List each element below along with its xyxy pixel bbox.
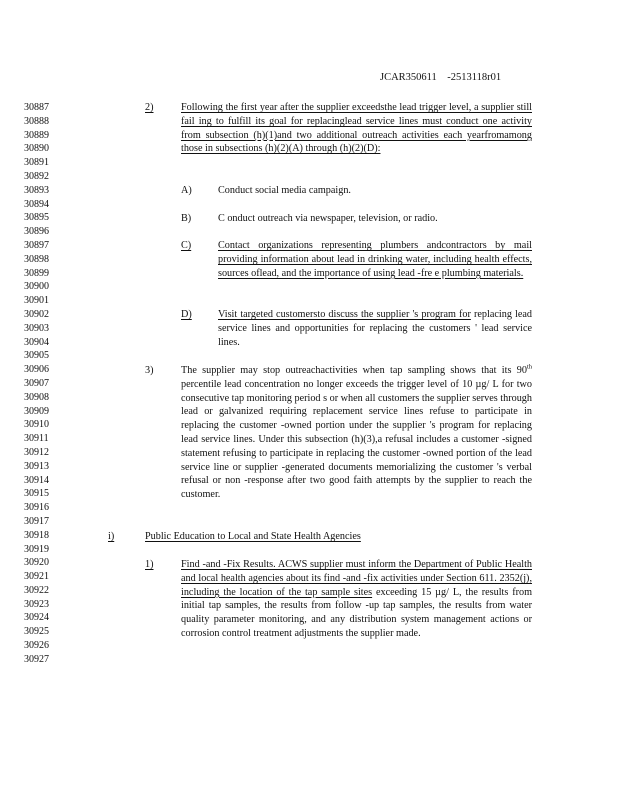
document-header bbox=[380, 72, 501, 83]
line-number: 30926 bbox=[24, 640, 49, 652]
sub-a-text: Conduct social media campaign. bbox=[218, 185, 351, 196]
line-number: 30906 bbox=[24, 364, 49, 376]
line-number: 30907 bbox=[24, 377, 49, 389]
item-3-text-part1: The supplier may stop outreachactivities when tap sampling shows that its 90 bbox=[181, 365, 527, 376]
line-number: 30919 bbox=[24, 543, 49, 555]
line-number: 30918 bbox=[24, 529, 49, 541]
line-number: 30897 bbox=[24, 239, 49, 251]
item-i1-text bbox=[181, 558, 532, 641]
line-number: 30901 bbox=[24, 295, 49, 307]
sub-c-text: Contact organizations representing plumbers andcontractors by mail providing information about lead in drinking water, including health effects, sources oflead, and the importance of using lead -fre e plumbing materials. bbox=[218, 240, 532, 279]
line-number: 30892 bbox=[24, 170, 49, 182]
sub-b-marker: B) bbox=[181, 213, 192, 224]
sub-d-text bbox=[218, 308, 532, 349]
line-number: 30915 bbox=[24, 488, 49, 500]
line-number: 30903 bbox=[24, 322, 49, 334]
line-number: 30888 bbox=[24, 115, 49, 127]
item-3-marker: 3) bbox=[145, 365, 154, 376]
line-number: 30889 bbox=[24, 129, 49, 141]
line-number: 30894 bbox=[24, 198, 49, 210]
line-number: 30913 bbox=[24, 460, 49, 472]
item-3-text-part2: percentile lead concentration no longer exceeds the trigger level of 10 µg/ L for two consecutive tap monitoring period s or when all customers the supplier serves through lead or galvanized requiring replacement service lines refuse to participate in replacing the customer -owned portion under the supplier 's program for replacing lead service lines. Under this subsection (h)(3),a refusal includes a customer -signed statement refusing to participate in replacing the customer -owned portion of the lead service line or supplier -generated documents memorializing the customer 's verbal refusal or non -response after two good faith attempts by the supplier to reach the customer. bbox=[181, 378, 532, 501]
line-number: 30921 bbox=[24, 571, 49, 583]
line-number: 30910 bbox=[24, 419, 49, 431]
document-version: -2513118r01 bbox=[447, 72, 502, 83]
line-number: 30891 bbox=[24, 157, 49, 169]
line-number: 30909 bbox=[24, 405, 49, 417]
line-number: 30911 bbox=[24, 433, 49, 445]
line-number: 30927 bbox=[24, 653, 49, 665]
line-number: 30917 bbox=[24, 515, 49, 527]
item-i1-text-underlined: Find -and -Fix Results. ACWS supplier must inform the Department of Public Health and local health agencies about its find -and -fix activities under Section 611. 2352(j), including the location of the tap sample sites bbox=[181, 559, 532, 598]
line-number: 30923 bbox=[24, 598, 49, 610]
line-number: 30920 bbox=[24, 557, 49, 569]
line-number: 30898 bbox=[24, 253, 49, 265]
item-3-text bbox=[181, 364, 532, 502]
section-i-marker: i) bbox=[108, 531, 115, 542]
line-number: 30893 bbox=[24, 184, 49, 196]
line-number-column bbox=[24, 101, 49, 667]
item-2-marker: 2) bbox=[145, 102, 154, 113]
sub-d-marker: D) bbox=[181, 309, 192, 320]
line-number: 30900 bbox=[24, 281, 49, 293]
line-number: 30922 bbox=[24, 584, 49, 596]
sub-c-marker: C) bbox=[181, 240, 192, 251]
item-3-superscript: th bbox=[526, 363, 532, 371]
sub-d-text-rest: replacing lead service lines and opportunities for replacing the customers ' lead service lines. bbox=[218, 309, 533, 348]
line-number: 30925 bbox=[24, 626, 49, 638]
line-number: 30912 bbox=[24, 446, 49, 458]
line-number: 30924 bbox=[24, 612, 49, 624]
item-i1-marker: 1) bbox=[145, 559, 154, 570]
section-i-heading: Public Education to Local and State Health Agencies bbox=[145, 531, 361, 542]
line-number: 30899 bbox=[24, 267, 49, 279]
line-number: 30895 bbox=[24, 212, 49, 224]
sub-b-text: C onduct outreach via newspaper, television, or radio. bbox=[218, 213, 438, 224]
line-number: 30916 bbox=[24, 502, 49, 514]
line-number: 30887 bbox=[24, 102, 49, 113]
sub-d-text-underlined: Visit targeted customersto discuss the supplier 's program for bbox=[218, 309, 471, 320]
line-number: 30890 bbox=[24, 143, 49, 155]
line-number: 30904 bbox=[24, 336, 49, 348]
line-number: 30896 bbox=[24, 226, 49, 238]
line-number: 30905 bbox=[24, 350, 49, 362]
item-2-text: Following the first year after the supplier exceedsthe lead trigger level, a supplier still fail ing to fulfill its goal for replacinglead service lines must conduct one activity from subsection (h)(1)and two additional outreach activities each yearfromamong those in subsections (h)(2)(A) through (h)(2)(D): bbox=[181, 102, 532, 155]
item-i1-text-rest: exceeding 15 µg/ L, the results from initial tap samples, the results from follow -up tap samples, the results from water quality parameter monitoring, and any distribution system management actions or corrosion control treatment adjustments the supplier made. bbox=[181, 586, 533, 639]
line-number: 30902 bbox=[24, 308, 49, 320]
document-id: JCAR350611 bbox=[380, 72, 437, 83]
sub-a-marker: A) bbox=[181, 185, 192, 196]
line-number: 30914 bbox=[24, 474, 49, 486]
line-number: 30908 bbox=[24, 391, 49, 403]
